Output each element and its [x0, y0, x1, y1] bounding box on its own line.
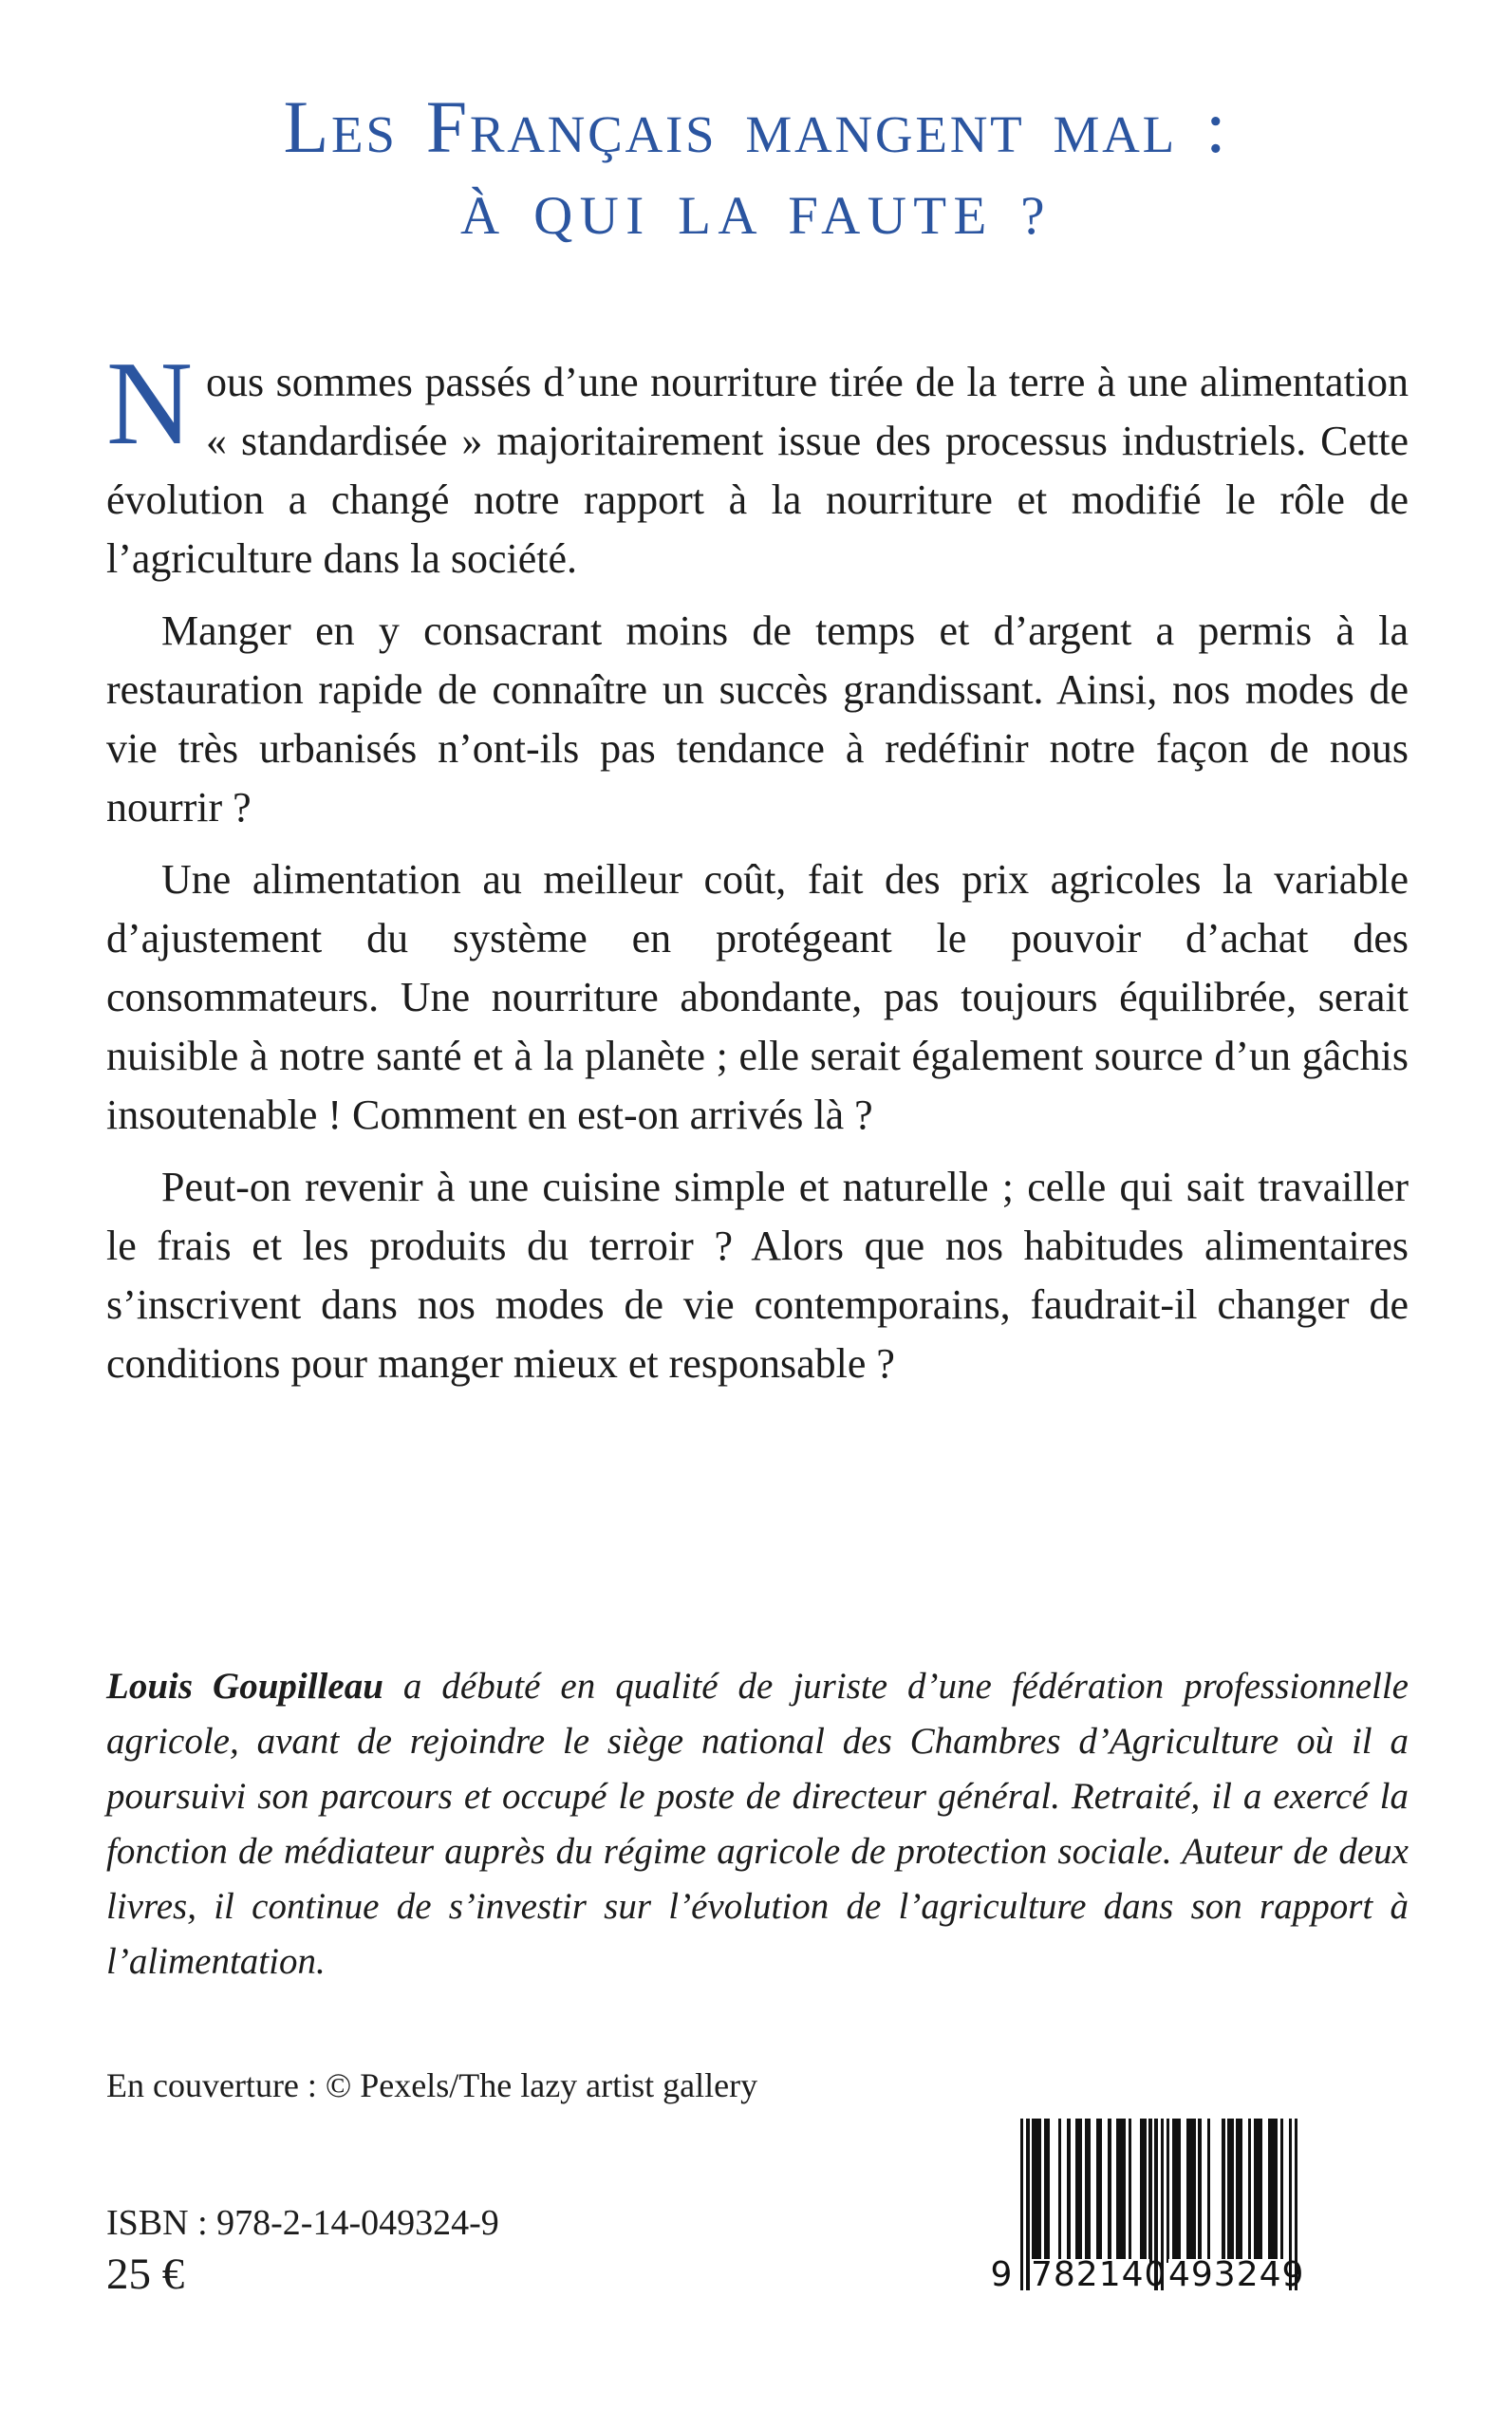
- barcode-digit-group2: 493249: [1168, 2255, 1305, 2294]
- author-bio: [106, 1659, 1409, 1989]
- book-title-line2: À QUI LA FAUTE ?: [460, 186, 1052, 247]
- synopsis-paragraph-3: Une alimentation au meilleur coût, fait des prix agricoles la variable d’ajustement du système en protégeant le pouvoir d’achat des consommateurs. Une nourriture abondante, pas toujours équilibrée, serait nuisible à notre santé et à la planète ; elle serait également source d’un gâchis insoutenable ! Comment en est-on arrivés là ?: [106, 856, 1409, 1138]
- cover-photo-credit: En couverture : © Pexels/The lazy artist gallery: [106, 2066, 758, 2104]
- isbn-number: ISBN : 978-2-14-049324-9: [106, 2203, 499, 2243]
- synopsis-paragraph-4: Peut-on revenir à une cuisine simple et naturelle ; celle qui sait travailler le frais et les produits du terroir ? Alors que nos habitudes alimentaires s’inscrivent dans nos modes de vie contemporains, faudrait-il changer de conditions pour manger mieux et responsable ?: [106, 1164, 1409, 1387]
- barcode-digits: [990, 2255, 1305, 2294]
- barcode-digit-lead: 9: [990, 2255, 1013, 2294]
- synopsis: [106, 338, 1409, 1407]
- synopsis-paragraph-2: Manger en y consacrant moins de temps et d’argent a permis à la restauration rapide de connaître un succès grandissant. Ainsi, nos modes de vie très urbanisés n’ont-ils pas tendance à redéfinir notre façon de nous nourrir ?: [106, 607, 1409, 831]
- title-block: [0, 87, 1512, 245]
- dropcap-letter: N: [106, 338, 193, 470]
- author-bio-text: a débuté en qualité de juriste d’une fédération professionnelle agricole, avant de rejoindre le siège national des Chambres d’Agriculture où il a poursuivi son parcours et occupé le poste de directeur général. Retraité, il a exercé la fonction de médiateur auprès du régime agricole de protection sociale. Auteur de deux livres, il continue de s’investir sur l’évolution de l’agriculture dans son rapport à l’alimentation.: [106, 1666, 1409, 1982]
- barcode: [990, 2119, 1305, 2294]
- price: 25 €: [106, 2250, 185, 2299]
- synopsis-paragraph-1-text: ous sommes passés d’une nourriture tirée de la terre à une alimentation « standardisée » majoritairement issue des processus industriels. Cette évolution a changé notre rapport à la nourriture et modifié le rôle de l’agriculture dans la société.: [106, 359, 1409, 582]
- barcode-digit-group1: 782140: [1031, 2255, 1167, 2294]
- synopsis-paragraph-1: [106, 338, 1409, 588]
- author-name: Louis Goupilleau: [106, 1666, 383, 1707]
- book-title-line1: Les Français mangent mal :: [283, 85, 1229, 168]
